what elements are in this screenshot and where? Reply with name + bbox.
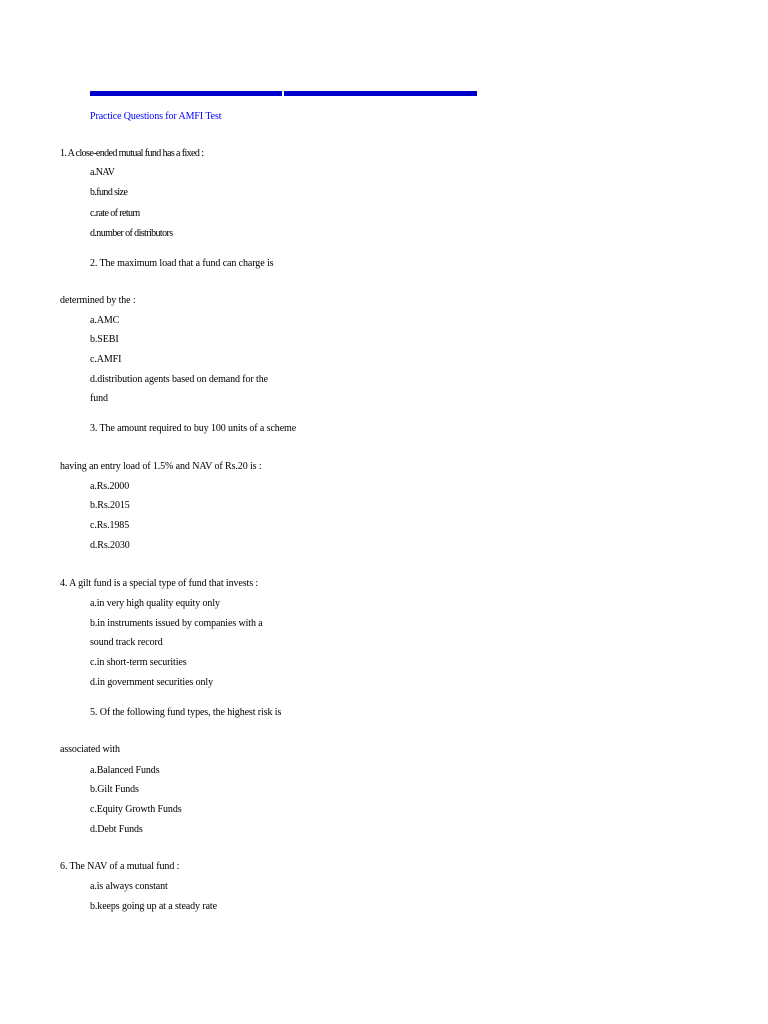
q3-option-d: d.Rs.2030 <box>90 540 130 551</box>
q2-option-d-cont: fund <box>90 393 108 404</box>
q4-option-b: b.in instruments issued by companies with a <box>90 618 263 629</box>
header-rule-right <box>284 91 477 96</box>
q3-option-b: b.Rs.2015 <box>90 500 130 511</box>
q1-option-c: c.rate of return <box>90 208 140 219</box>
question-3-cont: having an entry load of 1.5% and NAV of Rs.20 is : <box>60 461 262 472</box>
q5-option-c: c.Equity Growth Funds <box>90 804 182 815</box>
q5-option-a: a.Balanced Funds <box>90 765 160 776</box>
page-title: Practice Questions for AMFI Test <box>90 111 222 122</box>
q4-option-b-cont: sound track record <box>90 637 163 648</box>
question-4: 4. A gilt fund is a special type of fund that invests : <box>60 578 259 589</box>
q2-option-d: d.distribution agents based on demand for the <box>90 374 268 385</box>
q3-option-a: a.Rs.2000 <box>90 481 130 492</box>
q2-option-c: c.AMFI <box>90 354 122 365</box>
q3-option-c: c.Rs.1985 <box>90 520 130 531</box>
q1-option-b: b.fund size <box>90 187 128 198</box>
q6-option-b: b.keeps going up at a steady rate <box>90 901 217 912</box>
q4-option-d: d.in government securities only <box>90 677 213 688</box>
q2-option-b: b.SEBI <box>90 334 119 345</box>
q1-option-d: d.number of distributors <box>90 228 173 239</box>
q4-option-c: c.in short-term securities <box>90 657 187 668</box>
q4-option-a: a.in very high quality equity only <box>90 598 220 609</box>
question-3: 3. The amount required to buy 100 units of a scheme <box>90 423 297 434</box>
q1-option-a: a.NAV <box>90 167 115 178</box>
header-rule-left <box>90 91 282 96</box>
question-1: 1. A close-ended mutual fund has a fixed : <box>60 148 204 159</box>
question-5: 5. Of the following fund types, the highest risk is <box>90 707 282 718</box>
question-5-cont: associated with <box>60 744 120 755</box>
question-6: 6. The NAV of a mutual fund : <box>60 861 180 872</box>
q5-option-b: b.Gilt Funds <box>90 784 139 795</box>
question-2: 2. The maximum load that a fund can charge is <box>90 258 274 269</box>
q6-option-a: a.is always constant <box>90 881 168 892</box>
question-2-cont: determined by the : <box>60 295 136 306</box>
q2-option-a: a.AMC <box>90 315 120 326</box>
q5-option-d: d.Debt Funds <box>90 824 143 835</box>
